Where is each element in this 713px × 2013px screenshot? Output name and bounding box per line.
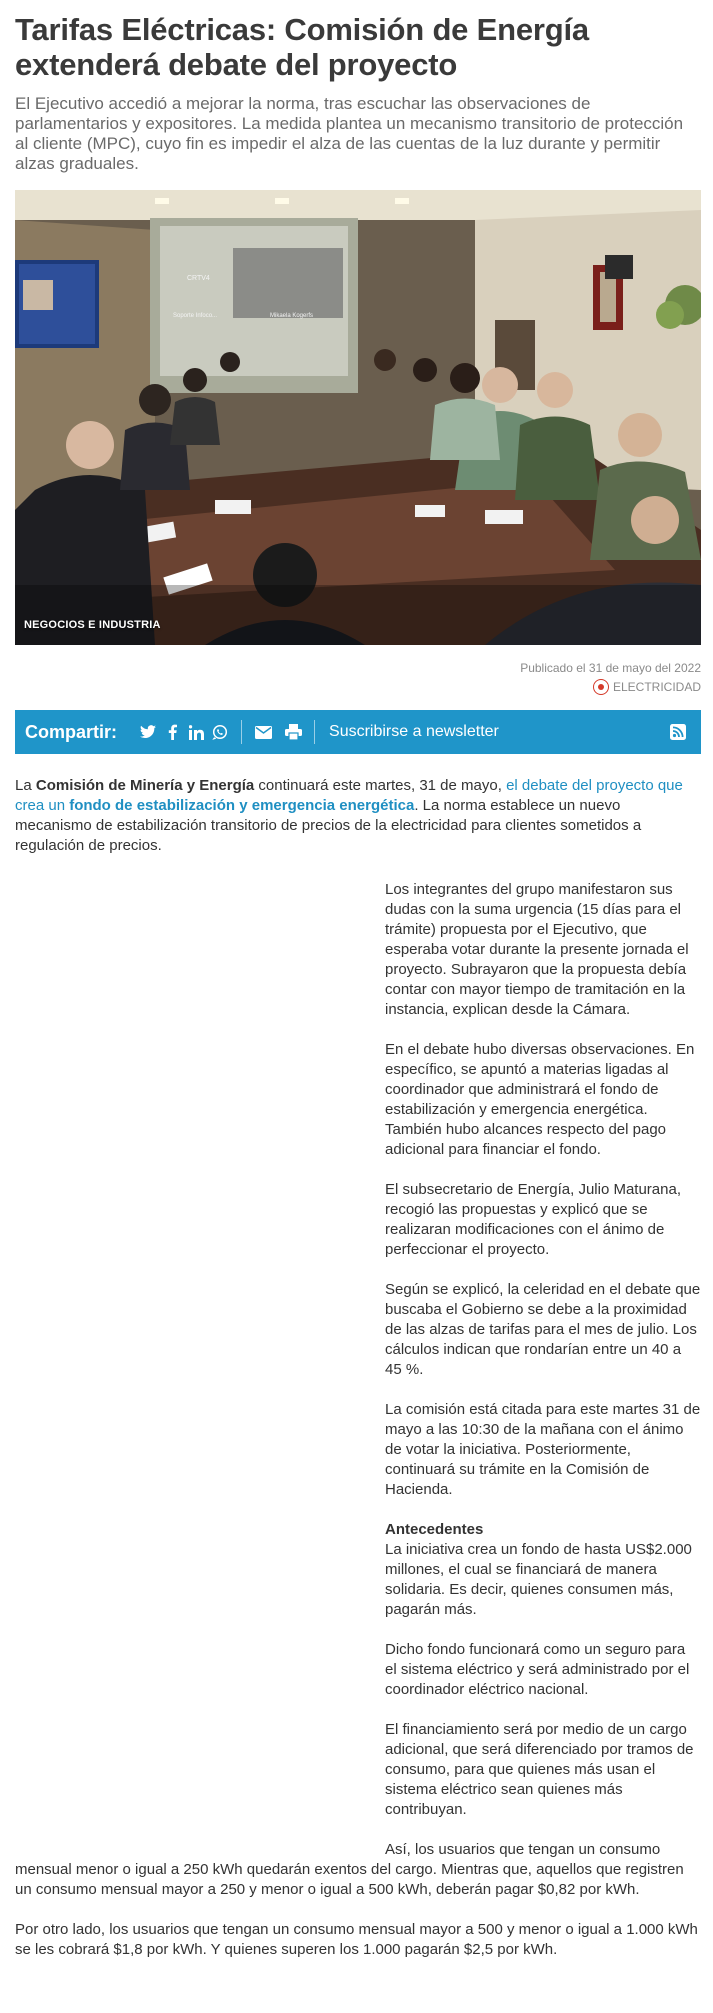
body-paragraph: La iniciativa crea un fondo de hasta US$2.000 millones, el cual se financiará de manera solidaria. Es decir, quienes consumen más, pagarán más.: [385, 1541, 692, 1618]
article-title: Tarifas Eléctricas: Comisión de Energía extenderá debate del proyecto: [15, 12, 589, 82]
share-bar: [15, 710, 701, 754]
publish-date: Publicado el 31 de mayo del 2022: [520, 661, 701, 675]
article-lead: El Ejecutivo accedió a mejorar la norma, tras escuchar las observaciones de parlamentarios y expositores. La medida plantea un mecanismo transitorio de protección al cliente (MPC), cuyo fin es impedir el alza de las cuentas de la luz durante y permitir alzas graduales.: [15, 94, 684, 173]
share-label: Compartir:: [25, 721, 118, 742]
article-body-full: [15, 1860, 701, 1960]
target-icon: [593, 679, 609, 695]
body-paragraph: Según se explicó, la celeridad en el debate que buscaba el Gobierno se debe a la proximidad de las alzas de tarifas para el mes de julio. Los cálculos indican que rondarían entre un 40 a 45 %.: [385, 1281, 701, 1378]
intro-text: . La norma establece un nuevo mecanismo de estabilización transitorio de precios de la electricidad para clientes sometidos a regulación de precios.: [15, 797, 642, 854]
screen-text-1: CRTV4: [187, 275, 210, 282]
facebook-icon[interactable]: [161, 721, 183, 743]
intro-link-text: el debate del proyecto que crea un: [15, 777, 683, 814]
screen-text-2: Soporte Infoco...: [173, 313, 218, 319]
subscribe-newsletter-link[interactable]: Suscribirse a newsletter: [329, 723, 499, 740]
meeting-photo: [15, 190, 701, 645]
print-icon[interactable]: [282, 721, 304, 743]
article-intro: [15, 776, 701, 856]
body-paragraph: En el debate hubo diversas observaciones. En específico, se apuntó a materias ligadas al coordinador que administrará el fondo de estabilización y emergencia energética. También hubo alcances respecto del pago adicional para financiar el fondo.: [385, 1041, 695, 1158]
share-divider: [241, 720, 242, 744]
rss-icon[interactable]: [667, 721, 689, 743]
article-meta: [15, 659, 701, 696]
body-paragraph: Por otro lado, los usuarios que tengan un consumo mensual mayor a 500 y menor o igual a 1.000 kWh se les cobrará $1,8 por kWh. Y quienes superen los 1.000 pagarán $2,5 por kWh.: [15, 1921, 698, 1958]
body-paragraph: El subsecretario de Energía, Julio Maturana, recogió las propuestas y explicó que se realizaran modificaciones con el ánimo de perfeccionar el proyecto.: [385, 1181, 681, 1258]
body-paragraph: Así, los usuarios que tengan un consumo: [385, 1841, 661, 1858]
body-section: [385, 1520, 701, 1620]
whatsapp-icon[interactable]: [209, 721, 231, 743]
hero-image[interactable]: [15, 190, 701, 645]
email-icon[interactable]: [252, 721, 274, 743]
intro-text: continuará este martes, 31 de mayo,: [254, 777, 507, 794]
article-body-column: [385, 880, 701, 1860]
article: [15, 0, 701, 1960]
intro-fund-link: fondo de estabilización y emergencia energética: [69, 797, 415, 814]
twitter-icon[interactable]: [137, 721, 159, 743]
category-label: ELECTRICIDAD: [612, 680, 701, 694]
share-divider: [314, 720, 315, 744]
intro-commission: Comisión de Minería y Energía: [35, 777, 255, 794]
intro-text: La: [15, 777, 36, 794]
image-category-tag[interactable]: NEGOCIOS E INDUSTRIA: [24, 619, 161, 631]
screen-text-3: Mikaela Kogerfs: [270, 313, 314, 319]
category-link[interactable]: [593, 678, 701, 696]
body-paragraph: Dicho fondo funcionará como un seguro para el sistema eléctrico y será administrado por el coordinador eléctrico nacional.: [385, 1641, 690, 1698]
body-paragraph: La comisión está citada para este martes 31 de mayo a las 10:30 de la mañana con el ánimo de votar la iniciativa. Posteriormente, continuará su trámite en la Comisión de Hacienda.: [385, 1401, 701, 1498]
section-heading: Antecedentes: [385, 1521, 484, 1538]
body-paragraph-continued: mensual menor o igual a 250 kWh quedarán exentos del cargo. Mientras que, aquellos que registren un consumo mensual mayor a 250 y menor o igual a 500 kWh, deberán pagar $0,82 por kWh.: [15, 1861, 684, 1898]
body-paragraph: El financiamiento será por medio de un cargo adicional, que será diferenciado por tramos de consumo, para que quienes más usan el sistema eléctrico sean quienes más contribuyan.: [385, 1721, 694, 1818]
linkedin-icon[interactable]: [185, 721, 207, 743]
body-paragraph: Los integrantes del grupo manifestaron sus dudas con la suma urgencia (15 días para el trámite) propuesta por el Ejecutivo, que esperaba votar durante la presente jornada el proyecto. Subrayaron que la propuesta debía contar con mayor tiempo de tramitación en la instancia, explican desde la Cámara.: [385, 881, 689, 1018]
